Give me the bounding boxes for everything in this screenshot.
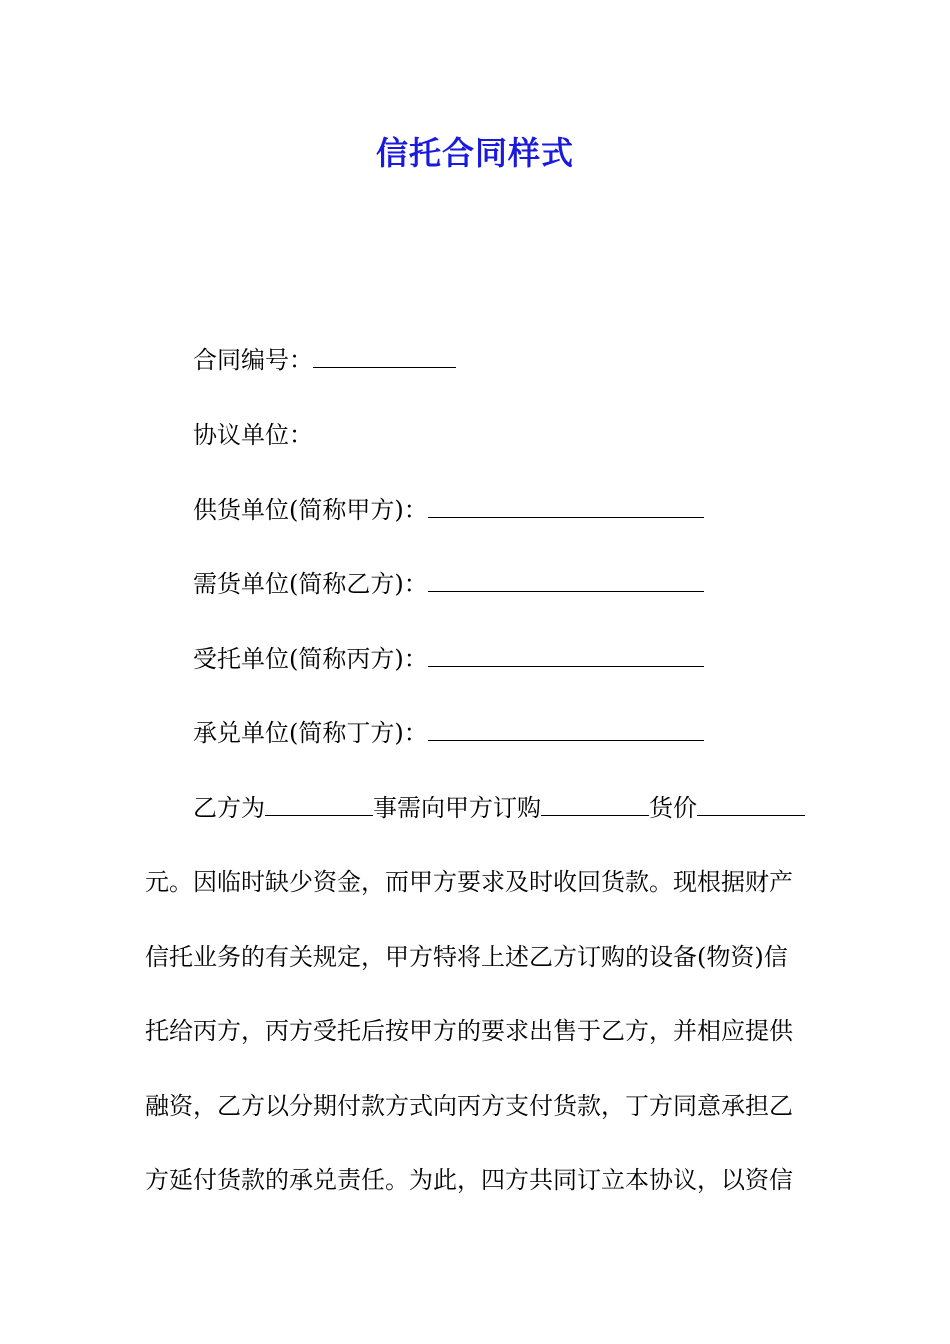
- acceptor-blank[interactable]: [428, 718, 704, 741]
- paragraph-first-line: [193, 792, 805, 824]
- paragraph-line: 融资，乙方以分期付款方式向丙方支付货款，丁方同意承担乙: [145, 1092, 793, 1120]
- contract-number-field: [193, 344, 456, 376]
- paragraph-seg1: 乙方为: [193, 794, 265, 822]
- supplier-label: 供货单位(简称甲方)：: [193, 496, 428, 524]
- trustee-label: 受托单位(简称丙方)：: [193, 645, 428, 673]
- paragraph-seg3: 货价: [649, 794, 697, 822]
- buyer-label: 需货单位(简称乙方)：: [193, 570, 428, 598]
- acceptor-field: [193, 717, 704, 749]
- paragraph-seg2: 事需向甲方订购: [373, 794, 541, 822]
- goods-blank[interactable]: [541, 793, 649, 816]
- trustee-blank[interactable]: [428, 644, 704, 667]
- trustee-field: [193, 643, 704, 675]
- buyer-field: [193, 568, 704, 600]
- paragraph-line: 方延付货款的承兑责任。为此，四方共同订立本协议，以资信: [145, 1166, 793, 1194]
- contract-number-blank[interactable]: [313, 345, 456, 368]
- supplier-blank[interactable]: [428, 495, 704, 518]
- purpose-blank[interactable]: [265, 793, 373, 816]
- paragraph-line: 元。因临时缺少资金，而甲方要求及时收回货款。现根据财产: [145, 868, 793, 896]
- document-title: 信托合同样式: [375, 134, 574, 172]
- supplier-field: [193, 494, 704, 526]
- parties-heading: [193, 419, 313, 451]
- parties-label: 协议单位：: [193, 421, 313, 449]
- price-blank[interactable]: [697, 793, 805, 816]
- paragraph-line: 信托业务的有关规定，甲方特将上述乙方订购的设备(物资)信: [145, 943, 788, 971]
- contract-number-label: 合同编号：: [193, 346, 313, 374]
- acceptor-label: 承兑单位(简称丁方)：: [193, 719, 428, 747]
- buyer-blank[interactable]: [428, 569, 704, 592]
- paragraph-line: 托给丙方，丙方受托后按甲方的要求出售于乙方，并相应提供: [145, 1017, 793, 1045]
